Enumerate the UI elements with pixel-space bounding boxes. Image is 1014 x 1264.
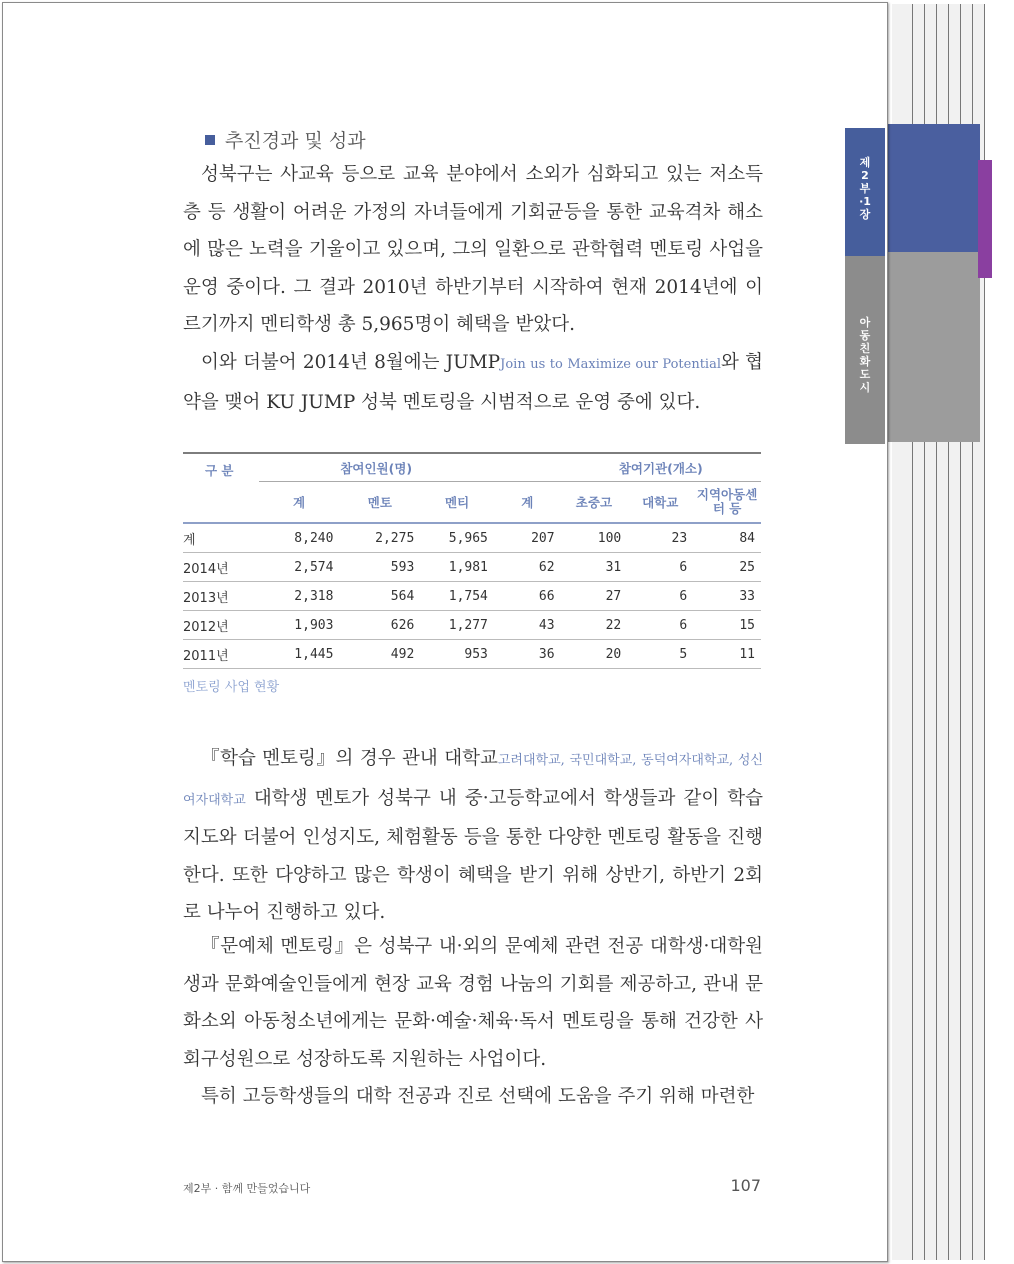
stack-edge-violet: [978, 160, 992, 278]
table-header-people: 참여인원(명): [259, 452, 494, 482]
paragraph-3-start: 『학습 멘토링』의 경우 관내 대학교: [201, 748, 498, 769]
table-header-orgs: 참여기관(개소): [561, 452, 761, 482]
table-row: 2012년 1,903 626 1,277 43 22 6 15: [183, 611, 761, 640]
paragraph-3: [183, 740, 763, 932]
paragraph-1: 성북구는 사교육 등으로 교육 분야에서 소외가 심화되고 있는 저소득층 등 생활이 어려운 가정의 자녀들에게 기회균등을 통한 교육격차 해소에 많은 노력을 기울이고 있으며, 그의 일환으로 관학협력 멘토링 사업을 운영 중이다. 그 결과 2010년 하반기부터 시작하여 현재 2014년에 이르기까지 멘티학생 총 5,965명이 혜택을 받았다.: [183, 164, 763, 335]
chapter-tab-title-label: 아동친화도시: [859, 316, 871, 394]
table-row: 2011년 1,445 492 953 36 20 5 11: [183, 640, 761, 669]
table-row: 2014년 2,574 593 1,981 62 31 6 25: [183, 553, 761, 582]
mentoring-table: [183, 452, 761, 669]
chapter-tab-part[interactable]: [845, 128, 885, 256]
footer-part-title: 제2부 · 함께 만들었습니다: [183, 1182, 311, 1195]
paragraph-2: [183, 344, 763, 421]
table-row: 2013년 2,318 564 1,754 66 27 6 33: [183, 582, 761, 611]
chapter-tab-part-label: 제2부·1장: [859, 156, 871, 221]
paragraph-3-note: 고려대학교, 국민대학교, 동덕여자대학교, 성신여자대학교: [183, 753, 763, 808]
table-subheader-schools: 초중고: [561, 482, 628, 524]
table-subheader-total: 계: [259, 482, 340, 524]
section-heading: [205, 126, 366, 153]
section-title: 추진경과 및 성과: [225, 130, 366, 152]
table-subheader-org-total: 계: [494, 482, 561, 524]
table-subheader-mentee: 멘티: [420, 482, 494, 524]
paragraph-2-end: 와 협약을 맺어 KU JUMP 성북 멘토링을 시범적으로 운영 중에 있다.: [183, 352, 763, 413]
table-caption: 멘토링 사업 현황: [183, 680, 280, 695]
paragraph-3-end: 대학생 멘토가 성북구 내 중·고등학교에서 학생들과 같이 학습지도와 더불어 인성지도, 체험활동 등을 통한 다양한 멘토링 활동을 진행한다. 또한 다양하고 많은 학생이 혜택을 받기 위해 상반기, 하반기 2회로 나누어 진행하고 있다.: [183, 787, 763, 923]
stack-edge-blue: [886, 124, 980, 252]
chapter-tab-title[interactable]: [845, 256, 885, 444]
paragraph-2-note: Join us to Maximize our Potential: [500, 357, 721, 372]
paragraph-5: 특히 고등학생들의 대학 전공과 진로 선택에 도움을 주기 위해 마련한: [201, 1086, 755, 1107]
table-header-category: 구 분: [183, 452, 259, 524]
table-subheader-mentor: 멘토: [339, 482, 420, 524]
stack-edge-gray: [886, 252, 980, 442]
paragraph-4: 『문예체 멘토링』은 성북구 내·외의 문예체 관련 전공 대학생·대학원생과 문화예술인들에게 현장 교육 경험 나눔의 기회를 제공하고, 관내 문화소외 아동청소년에게는 문화·예술·체육·독서 멘토링을 통해 건강한 사회구성원으로 성장하도록 지원하는 사업이다.: [183, 936, 763, 1070]
table-row: 계 8,240 2,275 5,965 207 100 23 84: [183, 524, 761, 553]
square-bullet-icon: [205, 135, 215, 145]
table-subheader-centers: 지역아동센터 등: [693, 482, 761, 524]
table-subheader-universities: 대학교: [627, 482, 693, 524]
paragraph-2-start: 이와 더불어 2014년 8월에는 JUMP: [201, 352, 501, 373]
page-number: 107: [730, 1176, 761, 1195]
